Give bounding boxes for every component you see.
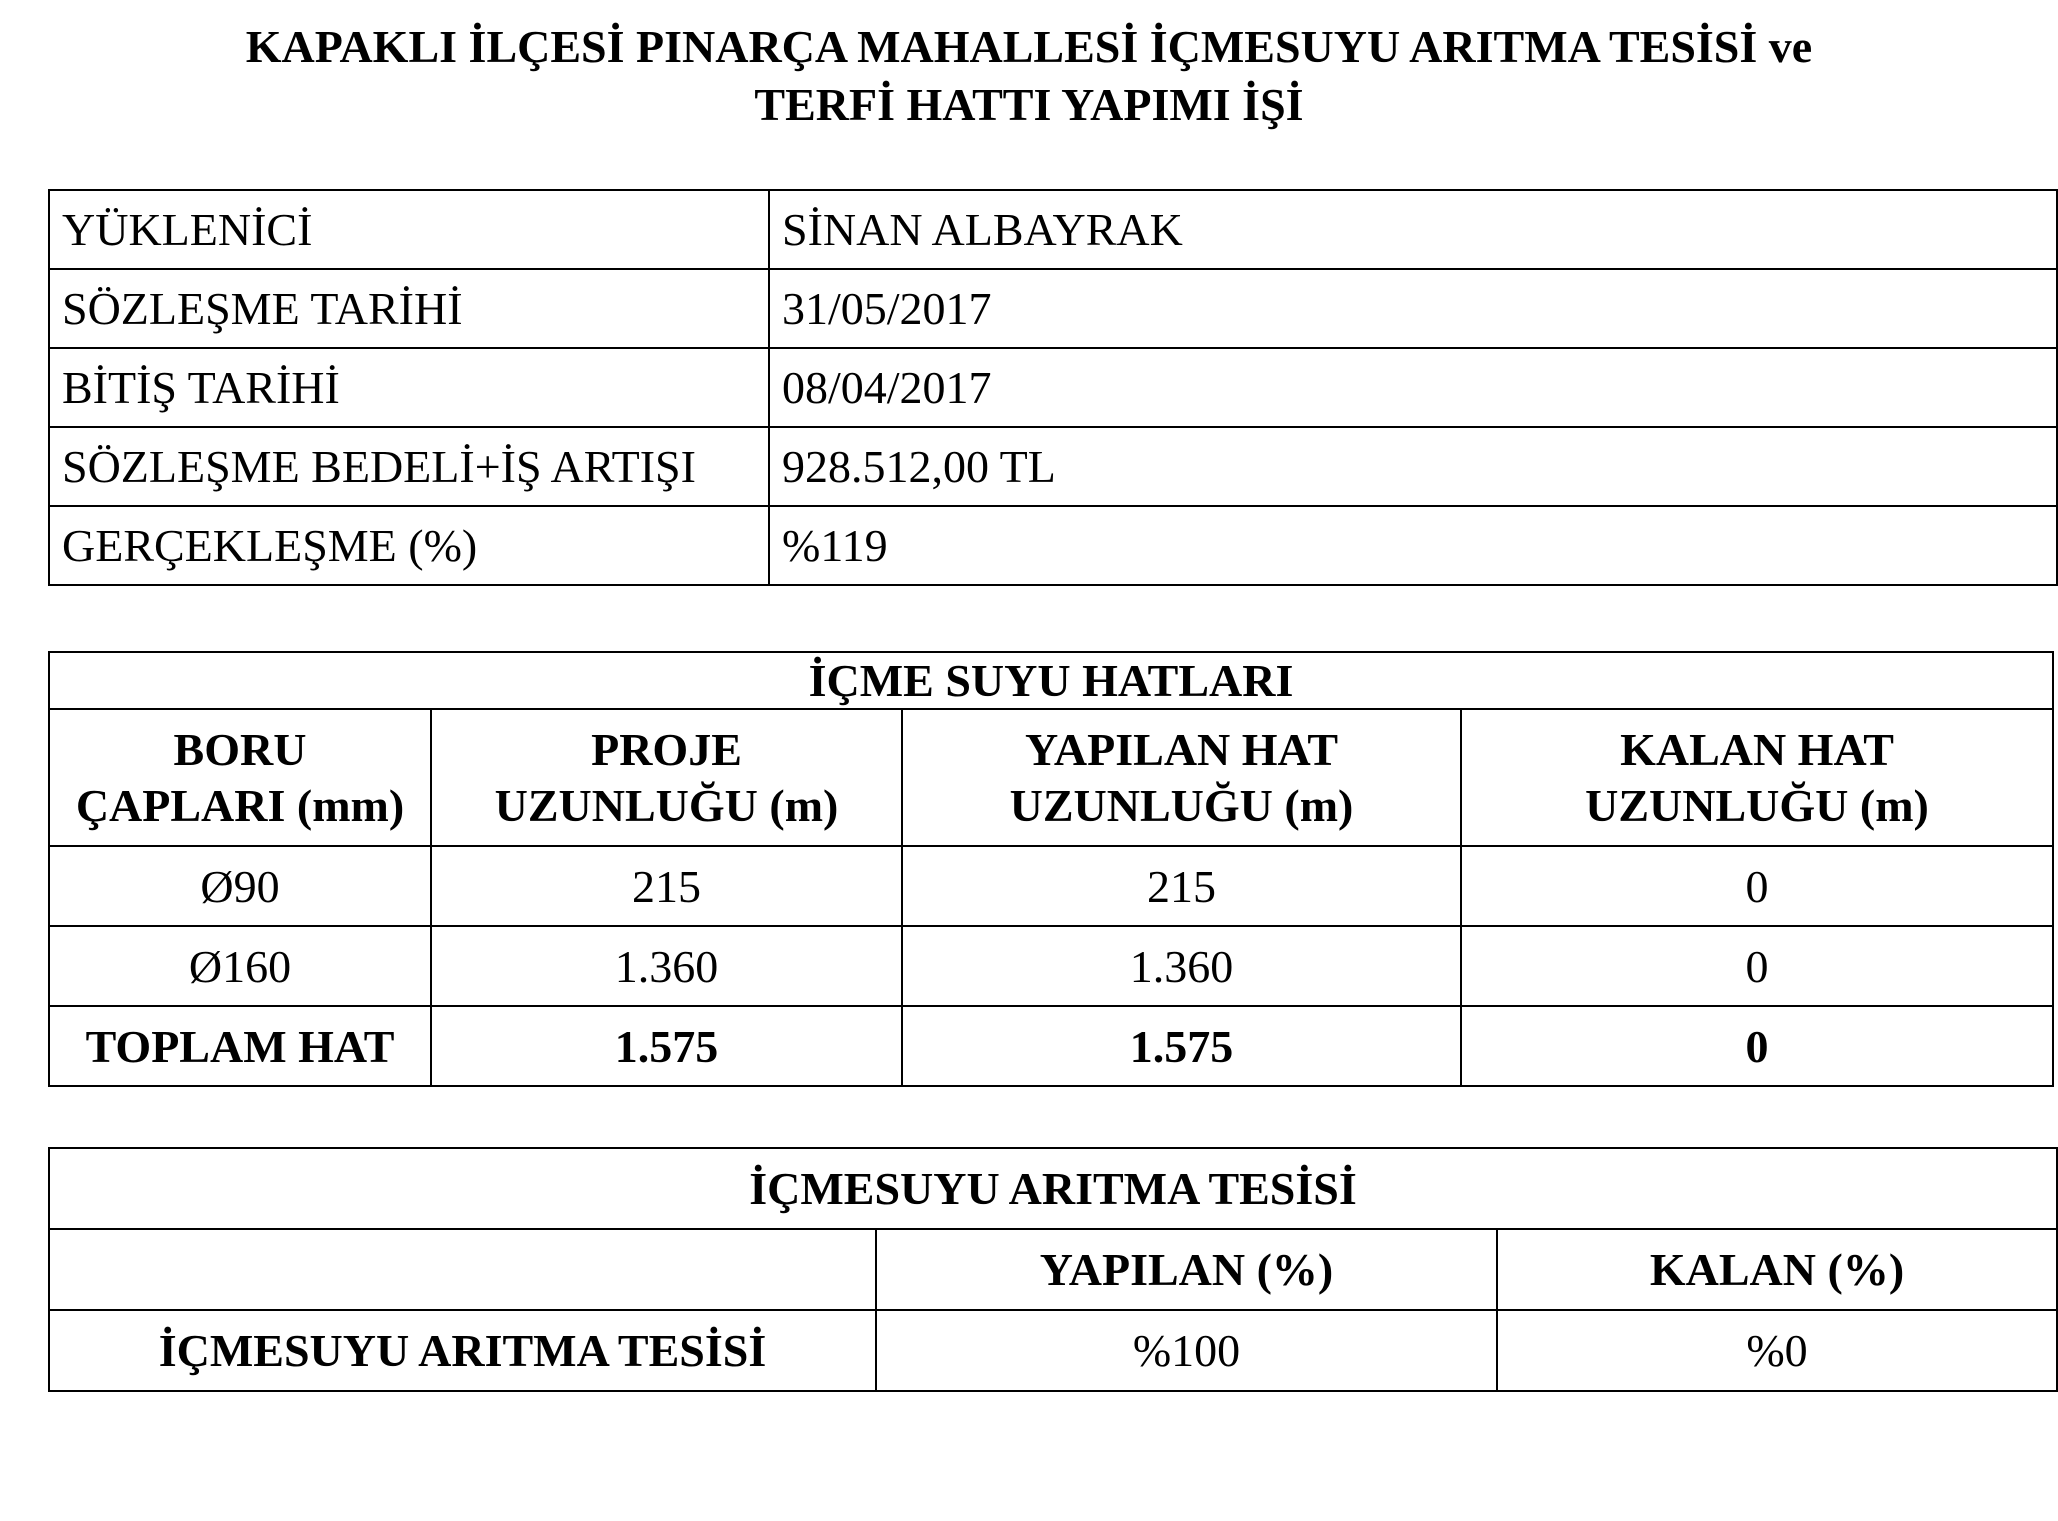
cell-plant-remaining: %0 xyxy=(1497,1310,2057,1391)
info-row-contract-amount xyxy=(49,427,2057,506)
table-row xyxy=(49,1310,2057,1391)
cell-remaining: 0 xyxy=(1461,846,2053,926)
header-line: BORU xyxy=(173,723,307,775)
table-header-row xyxy=(49,1229,2057,1310)
info-label: GERÇEKLEŞME (%) xyxy=(49,506,769,585)
header-line: KALAN HAT xyxy=(1620,723,1894,775)
header-line: UZUNLUĞU (m) xyxy=(494,779,839,831)
cell-done: 215 xyxy=(902,846,1461,926)
header-remaining-length xyxy=(1461,709,2053,846)
info-row-contract-date xyxy=(49,269,2057,348)
total-row xyxy=(49,1006,2053,1086)
table-title-row xyxy=(49,652,2053,709)
info-row-end-date xyxy=(49,348,2057,427)
title-line-1: KAPAKLI İLÇESİ PINARÇA MAHALLESİ İÇMESUYU ARITMA TESİSİ ve xyxy=(245,21,1813,72)
info-label: SÖZLEŞME TARİHİ xyxy=(49,269,769,348)
cell-total-done: 1.575 xyxy=(902,1006,1461,1086)
info-row-realization xyxy=(49,506,2057,585)
table-title-row xyxy=(49,1148,2057,1229)
header-line: UZUNLUĞU (m) xyxy=(1009,779,1354,831)
header-done-percent: YAPILAN (%) xyxy=(876,1229,1497,1310)
header-blank xyxy=(49,1229,876,1310)
water-lines-title: İÇME SUYU HATLARI xyxy=(49,652,2053,709)
cell-diameter: Ø160 xyxy=(49,926,431,1006)
header-project-length xyxy=(431,709,902,846)
table-row xyxy=(49,846,2053,926)
header-line: YAPILAN HAT xyxy=(1024,723,1339,775)
cell-total-remaining: 0 xyxy=(1461,1006,2053,1086)
header-remaining-percent: KALAN (%) xyxy=(1497,1229,2057,1310)
cell-plant-done: %100 xyxy=(876,1310,1497,1391)
cell-plant-name: İÇMESUYU ARITMA TESİSİ xyxy=(49,1310,876,1391)
cell-done: 1.360 xyxy=(902,926,1461,1006)
info-row-contractor xyxy=(49,190,2057,269)
table-header-row xyxy=(49,709,2053,846)
info-value: %119 xyxy=(769,506,2057,585)
header-line: PROJE xyxy=(591,723,742,775)
cell-total-project: 1.575 xyxy=(431,1006,902,1086)
cell-project: 1.360 xyxy=(431,926,902,1006)
info-label: YÜKLENİCİ xyxy=(49,190,769,269)
header-line: UZUNLUĞU (m) xyxy=(1585,779,1929,831)
treatment-plant-table xyxy=(48,1147,2058,1392)
info-value: SİNAN ALBAYRAK xyxy=(769,190,2057,269)
info-label: SÖZLEŞME BEDELİ+İŞ ARTIŞI xyxy=(49,427,769,506)
header-built-length xyxy=(902,709,1461,846)
info-value: 928.512,00 TL xyxy=(769,427,2057,506)
water-lines-table xyxy=(48,651,2054,1087)
info-value: 31/05/2017 xyxy=(769,269,2057,348)
cell-diameter: Ø90 xyxy=(49,846,431,926)
document-title xyxy=(0,18,2058,134)
info-label: BİTİŞ TARİHİ xyxy=(49,348,769,427)
cell-total-label: TOPLAM HAT xyxy=(49,1006,431,1086)
header-pipe-diameter xyxy=(49,709,431,846)
cell-remaining: 0 xyxy=(1461,926,2053,1006)
info-value: 08/04/2017 xyxy=(769,348,2057,427)
title-line-2: TERFİ HATTI YAPIMI İŞİ xyxy=(754,79,1304,130)
contract-info-table xyxy=(48,189,2058,586)
cell-project: 215 xyxy=(431,846,902,926)
treatment-plant-title: İÇMESUYU ARITMA TESİSİ xyxy=(49,1148,2057,1229)
header-line: ÇAPLARI (mm) xyxy=(75,779,405,831)
table-row xyxy=(49,926,2053,1006)
